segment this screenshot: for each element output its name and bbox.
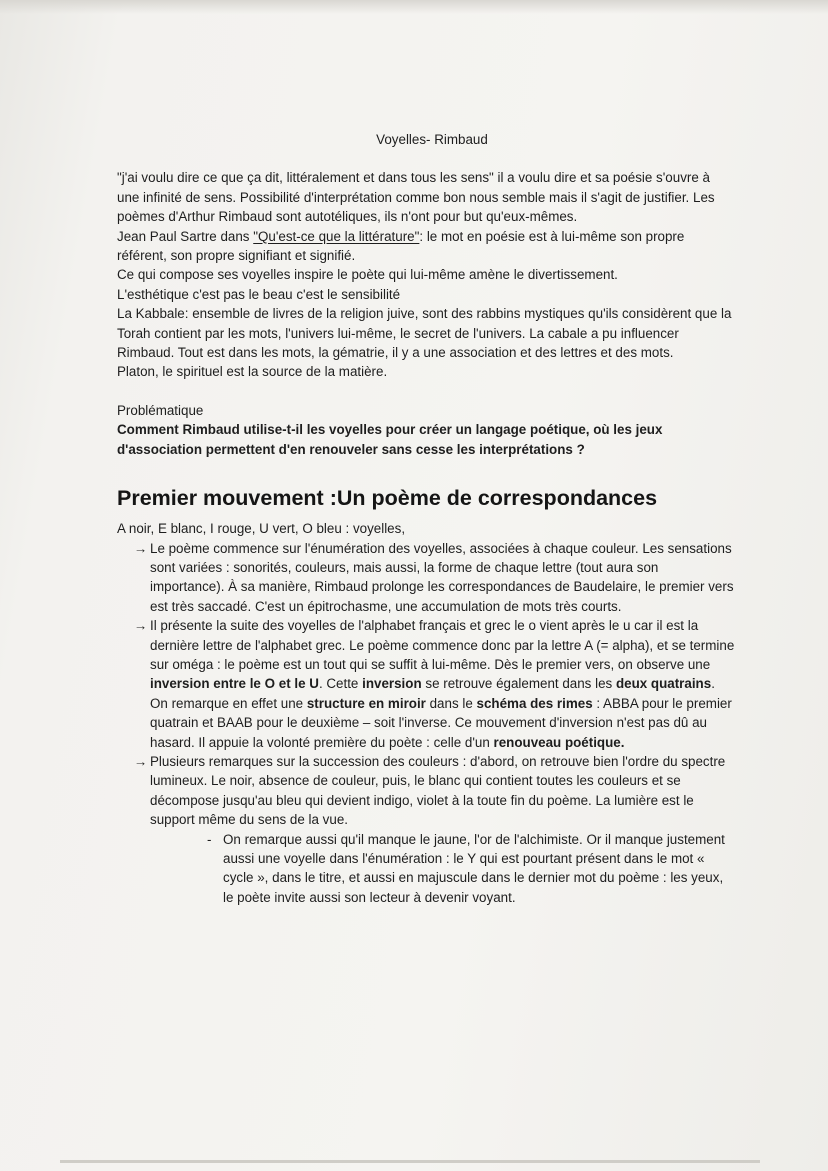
document-page <box>117 130 735 907</box>
bullet-text: Le poème commence sur l'énumération des voyelles, associées à chaque couleur. Les sensations sont variées : sonorités, couleurs, mais aussi, la forme de chaque lettre (tout aura son importance). À sa manière, Rimbaud prolonge les correspondances de Baudelaire, le premier vers est très saccadé. C'est un épitrochasme, une accumulation de mots très courts. <box>150 540 734 614</box>
sartre-text: Jean Paul Sartre dans <box>117 228 254 244</box>
problematique-question: Comment Rimbaud utilise-t-il les voyelles pour créer un langage poétique, où les jeux d'association permettent d'en renouveler sans cesse les interprétations ? <box>117 422 663 457</box>
book-title-link: "Qu'est-ce que la littérature" <box>253 228 420 244</box>
bullet-text: Plusieurs remarques sur la succession des couleurs : d'abord, on retrouve bien l'ordre du spectre lumineux. Le noir, absence de couleur, puis, le blanc qui contient toutes les couleurs et se décompose jusqu'au bleu qui devient indigo, violet à la toute fin du poème. La lumière est le support même du sens de la vue. <box>150 753 726 828</box>
sub-bullet <box>117 830 735 908</box>
esthetique-paragraph: L'esthétique c'est pas le beau c'est le sensibilité <box>117 286 401 302</box>
arrow-right-icon: → <box>134 540 148 556</box>
paper-edge-bottom <box>60 1160 760 1163</box>
bullet-item <box>117 539 735 617</box>
bullet-text: se retrouve également dans les <box>421 676 616 692</box>
arrow-right-icon: → <box>134 618 148 634</box>
problematique-label: Problématique <box>117 402 204 418</box>
bold-text: schéma des rimes <box>476 695 593 711</box>
bullet-text: Il présente la suite des voyelles de l'alphabet français et grec le o vient après le u car il est la dernière lettre de l'alphabet grec. Le poème commence donc par la lettre A (= alpha), et se termine sur oméga : le poème est un tout qui se suffit à lui-même. Dès le premier vers, on observe une <box>150 618 735 672</box>
kabbale-paragraph: La Kabbale: ensemble de livres de la religion juive, sont des rabbins mystiques qu'ils considèrent que la Torah contient par les mots, l'univers lui-même, le secret de l'univers. La cabale a pu influencer Rimbaud. Tout est dans les mots, la gématrie, il y a une association et des lettres et des mots. <box>117 306 732 361</box>
bold-text: inversion <box>362 676 422 692</box>
sartre-text-after: : le mot en poésie est à lui-même son propre référent, son propre signifiant et signifié. <box>117 228 685 264</box>
bold-text: deux quatrains <box>615 676 712 692</box>
bold-text: structure en miroir <box>306 695 426 711</box>
bullet-item <box>117 752 735 830</box>
paper-shadow-top <box>0 0 828 14</box>
bullet-text: . On remarque en effet une <box>150 676 715 711</box>
document-title: Voyelles- Rimbaud <box>376 132 488 147</box>
bullet-text: . Cette <box>318 676 363 692</box>
poem-verse: A noir, E blanc, I rouge, U vert, O bleu : voyelles, <box>117 521 406 537</box>
bold-text: inversion entre le O et le U <box>150 676 319 692</box>
section-heading: Premier mouvement :Un poème de correspondances <box>117 486 658 511</box>
platon-paragraph: Platon, le spirituel est la source de la matière. <box>117 364 388 380</box>
voyelles-paragraph: Ce qui compose ses voyelles inspire le poète qui lui-même amène le divertissement. <box>117 267 618 283</box>
intro-paragraph: "j'ai voulu dire ce que ça dit, littéralement et dans tous les sens" il a voulu dire et sa poésie s'ouvre à une infinité de sens. Possibilité d'interprétation comme bon nous semble mais il s'agit de justifier. Les poèmes d'Arthur Rimbaud sont autotéliques, ils n'ont pour but qu'eux-mêmes. <box>117 170 715 225</box>
sartre-paragraph <box>117 227 735 266</box>
bullet-list <box>117 539 735 830</box>
bold-text: renouveau poétique. <box>493 734 625 750</box>
spacer <box>117 382 735 401</box>
bullet-text: : ABBA pour le premier quatrain et BAAB pour le deuxième – soit l'inverse. Ce mouvement d'inversion n'est pas dû au hasard. Il appuie la volonté première du poète : celle d'un <box>150 695 732 750</box>
arrow-right-icon: → <box>134 753 148 769</box>
bullet-text: dans le <box>425 695 477 711</box>
sub-bullet-text: On remarque aussi qu'il manque le jaune, l'or de l'alchimiste. Or il manque justement aussi une voyelle dans l'énumération : le Y qui est pourtant présent dans le mot « cycle », dans le titre, et aussi en majuscule dans le dernier mot du poème : les yeux, le poète invite aussi son lecteur à devenir voyant. <box>223 831 725 905</box>
dash-icon: - <box>207 831 212 847</box>
bullet-item <box>117 616 735 752</box>
